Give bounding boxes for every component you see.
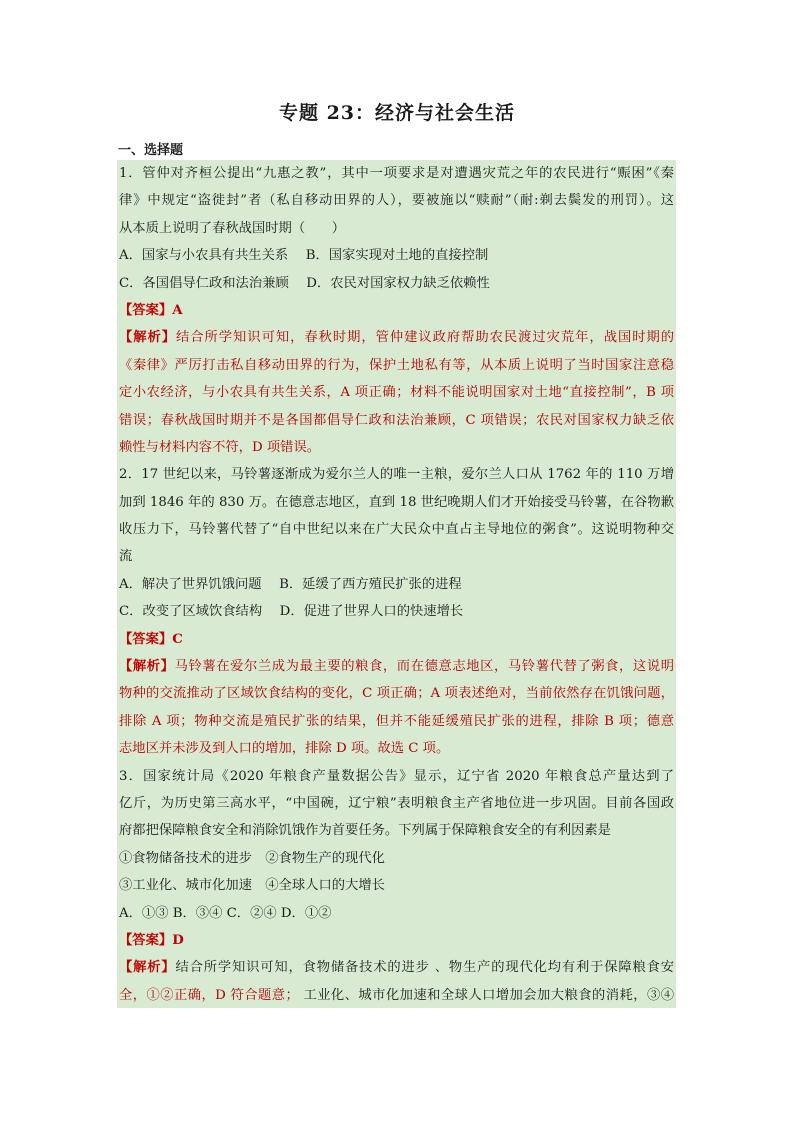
q1-analysis-line: 《秦律》严厉打击私自移动田界的行为，保护土地私有等，从本质上说明了当时国家注意稳	[119, 357, 674, 373]
q1-analysis-line: 定小农经济，与小农具有共生关系，A 项正确；材料不能说明国家对土地“直接控制”，B 项	[119, 385, 674, 401]
question-content	[117, 160, 676, 1008]
q1-stem-line: 从本质上说明了春秋战国时期（ ）	[119, 220, 346, 236]
q3-stem-line: 3．国家统计局《2020 年粮食产量数据公告》显示，辽宁省 2020 年粮食总产量达到了	[119, 768, 674, 784]
q1-option-line: C．各国倡导仁政和法治兼顾 D．农民对国家权力缺乏依赖性	[119, 275, 490, 291]
q1-option-line: A．国家与小农具有共生关系 B．国家实现对土地的直接控制	[119, 248, 489, 264]
q3-answer-value: D	[172, 932, 184, 948]
analysis-tag: 【解析】	[119, 659, 175, 675]
q2-answer	[117, 626, 676, 653]
q2-stem-line: 流	[119, 549, 133, 565]
analysis-tag: 【解析】	[119, 960, 176, 976]
q3-item-line: ①食物储备技术的进步 ②食物生产的现代化	[119, 850, 385, 866]
q1-stem-line: 1．管仲对齐桓公提出“九惠之教”，其中一项要求是对遭遇灾荒之年的农民进行“赈困”《秦	[119, 166, 674, 181]
analysis-tag: 【解析】	[119, 330, 177, 346]
q2-option-line: C．改变了区域饮食结构 D．促进了世界人口的快速增长	[119, 604, 464, 620]
q3-analysis-text: 结合所学知识可知，食物储备技术的进步 、物生产的现代化均有利于保障粮食安	[175, 960, 675, 976]
q2-analysis-line: 志地区并未涉及到人口的增加，排除 D 项。故选 C 项。	[119, 741, 450, 757]
q2-option-line: A．解决了世界饥饿问题 B．延缓了西方殖民扩张的进程	[119, 576, 462, 592]
q3-analysis-line	[117, 954, 676, 981]
q1-answer	[117, 297, 676, 324]
answer-tag: 【答案】	[119, 631, 173, 647]
q2-answer-value: C	[172, 631, 183, 647]
q2-stem-line: 加到 1846 年的 830 万。在德意志地区，直到 18 世纪晚期人们才开始接受马铃薯，在谷物歉	[119, 494, 674, 510]
answer-tag: 【答案】	[119, 932, 173, 948]
q1-analysis-line: 错误；春秋战国时期并不是各国都倡导仁政和法治兼顾，C 项错误；农民对国家权力缺乏依	[119, 412, 674, 428]
q3-stem-line: 亿斤，为历史第三高水平，“中国碗，辽宁粮”表明粮食主产省地位进一步巩固。目前各国政	[119, 795, 674, 811]
q3-item-line: ③工业化、城市化加速 ④全球人口的大增长	[119, 878, 385, 894]
q3-option-line: A．①③ B．③④ C．②④ D．①②	[119, 905, 332, 921]
q3-analysis-highlight: 全，①②正确，D 符合题意；	[119, 987, 299, 1003]
q1-stem-line: 律》中规定“盗徙封”者（私自移动田界的人），要被施以“赎耐”（耐:剃去鬓发的刑罚）。这	[119, 193, 674, 209]
page-title: 专题 23：经济与社会生活	[278, 102, 516, 124]
q3-stem-line: 府都把保障粮食安全和消除饥饿作为首要任务。下列属于保障粮食安全的有利因素是	[119, 823, 611, 839]
q1-analysis-line	[117, 324, 676, 351]
q2-analysis-text: 马铃薯在爱尔兰成为最主要的粮食，而在德意志地区，马铃薯代替了粥食，这说明	[174, 659, 675, 675]
q3-analysis-line	[117, 982, 676, 1008]
section-heading: 一、选择题	[118, 143, 184, 158]
q3-answer	[117, 927, 676, 954]
q1-analysis-line: 赖性与材料内容不符，D 项错误。	[119, 439, 321, 455]
q2-analysis-line: 物种的交流推动了区域饮食结构的变化，C 项正确；A 项表述绝对，当前依然存在饥饿问题，	[119, 686, 674, 702]
q2-analysis-line	[117, 653, 676, 680]
answer-tag: 【答案】	[119, 302, 173, 318]
q3-analysis-text: 工业化、城市化加速和全球人口增加会加大粮食的消耗，③④	[298, 987, 674, 1003]
q2-analysis-line: 排除 A 项；物种交流是殖民扩张的结果，但并不能延缓殖民扩张的进程，排除 B 项；德意	[119, 713, 674, 729]
q1-analysis-text: 结合所学知识可知，春秋时期，管仲建议政府帮助农民渡过灾荒年，战国时期的	[176, 330, 675, 346]
q2-stem-line: 2．17 世纪以来，马铃薯逐渐成为爱尔兰人的唯一主粮，爱尔兰人口从 1762 年的 110 万增	[119, 467, 674, 483]
q2-stem-line: 收压力下，马铃薯代替了“自中世纪以来在广大民众中直占主导地位的粥食”。这说明物种交	[119, 522, 674, 538]
q1-answer-value: A	[172, 302, 183, 318]
